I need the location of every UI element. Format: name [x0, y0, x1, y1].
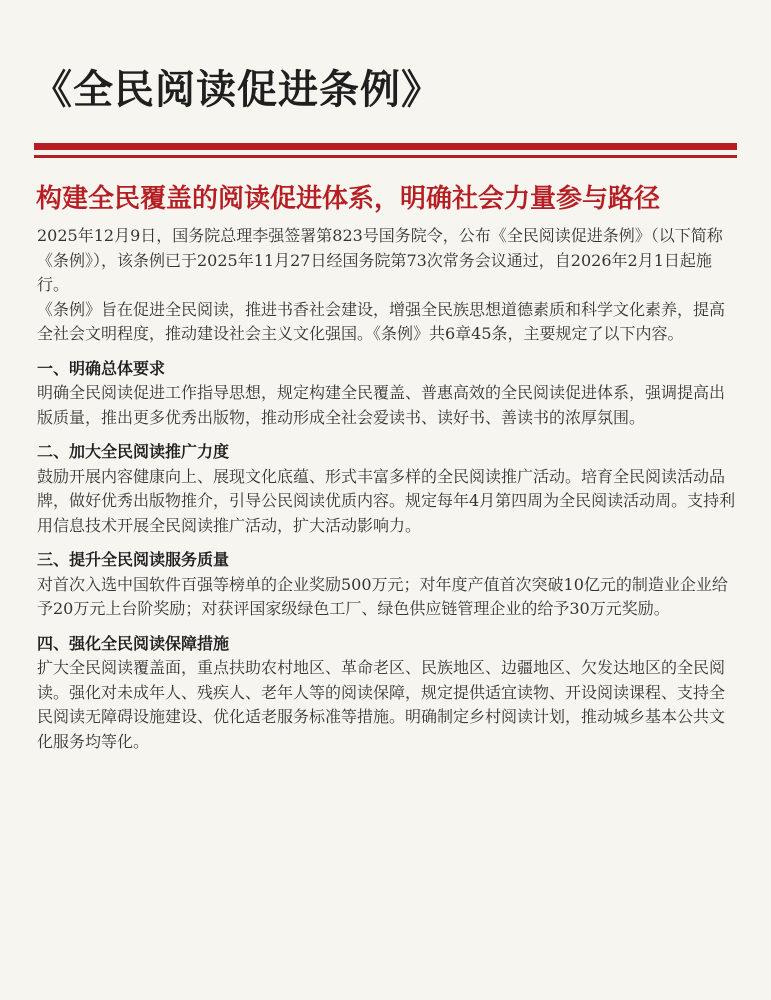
section-paragraph: 对首次入选中国软件百强等榜单的企业奖励500万元；对年度产值首次突破10亿元的制造业企业给予20万元上台阶奖励；对获评国家级绿色工厂、绿色供应链管理企业的给予30万元奖励。: [37, 574, 728, 618]
section-heading: 三、提升全民阅读服务质量: [37, 550, 230, 569]
section-paragraph: 扩大全民阅读覆盖面，重点扶助农村地区、革命老区、民族地区、边疆地区、欠发达地区的全民阅读。强化对未成年人、残疾人、老年人等的阅读保障，规定提供适宜读物、开设阅读课程、支持全民阅读无障碍设施建设、优化适老服务标准等措施。明确制定乡村阅读计划，推动城乡基本公共文化服务均等化。: [37, 658, 726, 751]
article-body: [37, 224, 737, 754]
intro-paragraph: 《条例》旨在促进全民阅读，推进书香社会建设，增强全民族思想道德素质和科学文化素养，提高全社会文明程度，推动建设社会主义文化强国。《条例》共6章45条，主要规定了以下内容。: [37, 299, 726, 343]
section-heading: 四、强化全民阅读保障措施: [37, 633, 230, 653]
section-heading: 一、明确总体要求: [37, 358, 166, 378]
intro-paragraph: 2025年12月9日，国务院总理李强签署第823号国务院令，公布《全民阅读促进条例》（以下简称《条例》），该条例已于2025年11月27日经国务院第73次常务会议通过，自2026年2月1日起施行。: [37, 226, 723, 294]
page-title: 《全民阅读促进条例》: [32, 66, 442, 113]
section-paragraph: 鼓励开展内容健康向上、展现文化底蕴、形式丰富多样的全民阅读推广活动。培育全民阅读活动品牌，做好优秀出版物推介，引导公民阅读优质内容。规定每年4月第四周为全民阅读活动周。支持利用信息技术开展全民阅读推广活动，扩大活动影响力。: [37, 466, 736, 535]
title-divider-thick: [34, 143, 737, 150]
section-paragraph: 明确全民阅读促进工作指导思想，规定构建全民覆盖、普惠高效的全民阅读促进体系，强调提高出版质量，推出更多优秀出版物，推动形成全社会爱读书、读好书、善读书的浓厚氛围。: [37, 383, 726, 427]
section-subtitle: 构建全民覆盖的阅读促进体系，明确社会力量参与路径: [36, 184, 661, 214]
section-heading: 二、加大全民阅读推广力度: [37, 442, 230, 461]
title-divider-thin: [34, 155, 737, 158]
